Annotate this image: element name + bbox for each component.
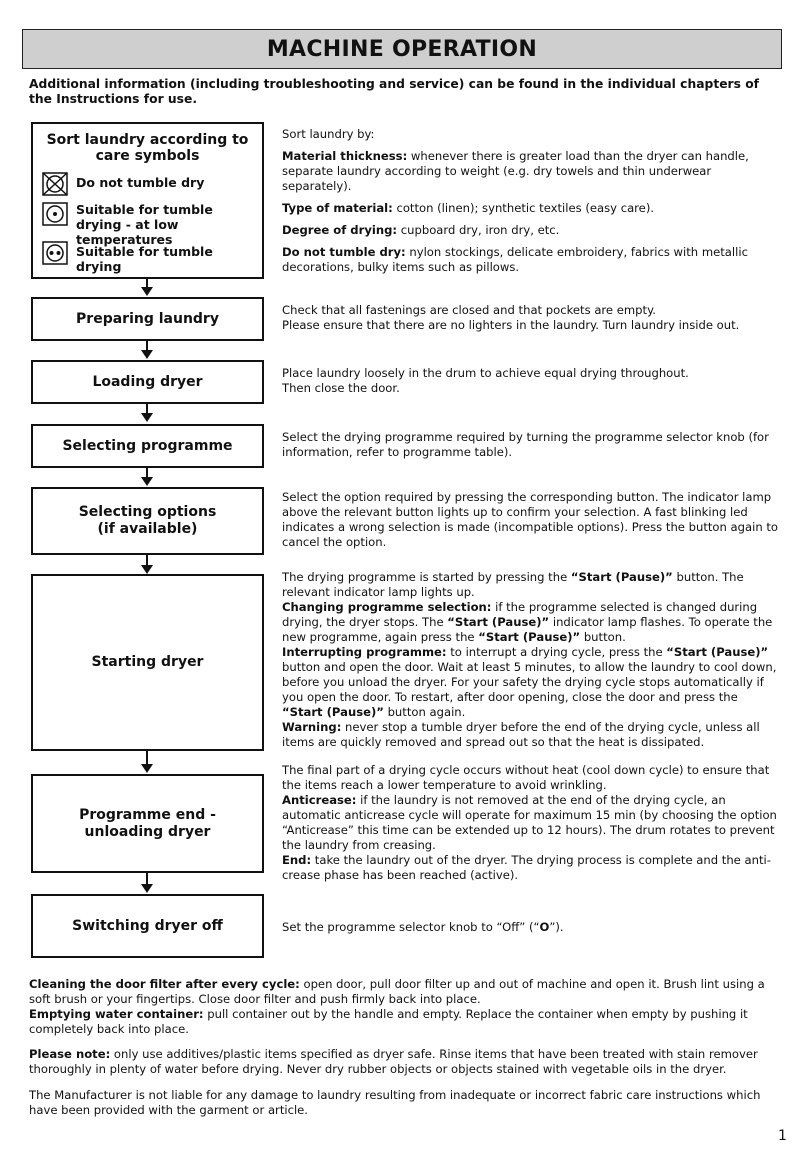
step-label-line2: (if available) (97, 521, 198, 537)
start-pause-ref: “Start (Pause)” (478, 630, 581, 644)
programme-end-p1: The final part of a drying cycle occurs without heat (cool down cycle) to ensure that the items reach a lower temperature to avoid wrinkling. (282, 763, 770, 792)
sort-laundry-box (31, 122, 264, 279)
switching-off-text (282, 920, 780, 935)
water-note (29, 1007, 781, 1037)
starting-p1 (282, 570, 780, 600)
step-label: Selecting programme (62, 437, 233, 454)
start-pause-ref: “Start (Pause)” (570, 570, 673, 584)
flow-arrow-head (141, 884, 153, 893)
start-pause-ref: “Start (Pause)” (666, 645, 769, 659)
programme-end-p2 (282, 793, 780, 853)
page-title-bar (22, 29, 782, 69)
start-pause-ref: “Start (Pause)” (282, 705, 384, 719)
step-selecting-options (31, 487, 264, 555)
text: Set the programme selector knob to “Off” (“ (282, 920, 540, 934)
sort-item (282, 245, 780, 275)
sort-item-text: cupboard dry, iron dry, etc. (397, 223, 560, 237)
sort-item-term: Degree of drying: (282, 223, 398, 237)
flow-arrow-head (141, 350, 153, 359)
flow-arrow-line (146, 279, 148, 287)
loading-line1: Place laundry loosely in the drum to achieve equal drying throughout. (282, 366, 689, 380)
programme-end-description (282, 763, 780, 883)
flow-arrow-line (146, 751, 148, 765)
symbol-row-normal (42, 241, 262, 274)
term: Cleaning the door filter after every cycle: (29, 977, 300, 991)
text: pull container out by the handle and empty. Replace the container when empty by pushing it completely back into place. (29, 1007, 748, 1036)
text: open door, pull door filter up and out of machine and open it. Brush lint using a soft brush or your fingertips. Close door filter and push firmly back into place. (29, 977, 765, 1006)
sort-item-text: cotton (linen); synthetic textiles (easy care). (392, 201, 655, 215)
sort-item-term: Material thickness: (282, 149, 408, 163)
sort-item (282, 149, 780, 194)
disclaimer (29, 1088, 781, 1118)
term: Changing programme selection: (282, 600, 492, 614)
term: End: (282, 853, 312, 867)
text: The drying programme is started by pressing the (282, 570, 571, 584)
starting-p3 (282, 645, 780, 720)
step-label: Starting dryer (91, 654, 204, 670)
starting-p4 (282, 720, 780, 750)
sort-lead: Sort laundry by: (282, 127, 375, 141)
text: to interrupt a drying cycle, press the (446, 645, 667, 659)
text: button again. (383, 705, 466, 719)
intro-text: Additional information (including troubleshooting and service) can be found in the individual chapters of the Instructions for use. (29, 77, 760, 106)
switching-off-description (282, 920, 780, 935)
step-label: Switching dryer off (72, 917, 223, 934)
preparing-description (282, 303, 780, 333)
page-number: 1 (778, 1128, 787, 1144)
step-programme-end (31, 774, 264, 873)
preparing-line2: Please ensure that there are no lighters in the laundry. Turn laundry inside out. (282, 318, 740, 332)
selecting-programme-text: Select the drying programme required by turning the programme selector knob (for information, refer to programme table). (282, 430, 769, 459)
text: only use additives/plastic items specified as dryer safe. Rinse items that have been treated with stain remover thoroughly in plenty of water before drying. Never dry rubber objects or objects stained with vegetable oils in the dryer. (29, 1047, 758, 1076)
flow-arrow-head (141, 764, 153, 773)
starting-p2 (282, 600, 780, 645)
page-title: MACHINE OPERATION (266, 36, 538, 62)
tumble-dry-normal-icon (42, 241, 68, 265)
symbol-label: Do not tumble dry (76, 175, 205, 190)
text: ”). (549, 920, 564, 934)
please-note (29, 1047, 781, 1077)
disclaimer-text: The Manufacturer is not liable for any damage to laundry resulting from inadequate or incorrect fabric care instructions which have been provided with the garment or article. (29, 1088, 761, 1117)
symbol-label: Suitable for tumble drying - at low temperatures (76, 202, 213, 247)
step-label-line1: Selecting options (78, 504, 217, 520)
tumble-dry-low-icon (42, 202, 68, 226)
term: Interrupting programme: (282, 645, 447, 659)
text: button. (580, 630, 626, 644)
symbol-row-do-not-tumble (42, 172, 204, 196)
flow-arrow-head (141, 413, 153, 422)
text: if the laundry is not removed at the end of the drying cycle, an automatic anticrease cycle will operate for maximum 15 min (by choosing the option “Anticrease” this time can be extended up to 12 hours). The drum rotates to prevent the laundry from creasing. (282, 793, 777, 852)
symbol-label: Suitable for tumble drying (76, 244, 213, 274)
step-starting-dryer (31, 574, 264, 751)
step-label: Loading dryer (92, 373, 203, 390)
text: take the laundry out of the dryer. The drying process is complete and the anti-crease phase has been reached (active). (282, 853, 771, 882)
do-not-tumble-dry-icon (42, 172, 68, 196)
text: button and open the door. Wait at least 5 minutes, to allow the laundry to cool down, before you unload the dryer. For your safety the drying cycle stops automatically if you open the door. To restart, after door opening, close the door and press the (282, 660, 777, 704)
term: Anticrease: (282, 793, 357, 807)
start-pause-ref: “Start (Pause)” (447, 615, 550, 629)
selecting-options-text: Select the option required by pressing the corresponding button. The indicator lamp above the relevant button lights up to confirm your selection. A fast blinking led indicates a wrong selection is made (incompatible options). Press the button again to cancel the option. (282, 490, 778, 549)
text: if the programme selected is changed during drying, the dryer stops. The (282, 600, 758, 629)
maintenance-notes (29, 977, 781, 1037)
step-switching-off (31, 894, 264, 958)
step-label-line2: unloading dryer (84, 823, 211, 840)
filter-note (29, 977, 781, 1007)
programme-end-p3 (282, 853, 780, 883)
selecting-programme-description (282, 430, 780, 460)
term: Emptying water container: (29, 1007, 204, 1021)
sort-box-title: Sort laundry according to care symbols (46, 132, 249, 164)
sort-item-term: Type of material: (282, 201, 393, 215)
sort-description (282, 127, 780, 275)
starting-description (282, 570, 780, 750)
step-selecting-programme (31, 424, 264, 468)
flow-arrow-head (141, 477, 153, 486)
text: indicator lamp flashes. To operate the new programme, again press the (282, 615, 773, 644)
term: Warning: (282, 720, 342, 734)
term: Please note: (29, 1047, 111, 1061)
sort-item (282, 223, 780, 238)
step-loading-dryer (31, 360, 264, 404)
step-preparing-laundry (31, 297, 264, 341)
loading-description (282, 366, 780, 396)
text: button. The relevant indicator lamp lights up. (282, 570, 744, 599)
sort-item-term: Do not tumble dry: (282, 245, 406, 259)
selecting-options-description (282, 490, 780, 550)
loading-line2: Then close the door. (282, 381, 400, 395)
flow-arrow-head (141, 565, 153, 574)
text: never stop a tumble dryer before the end of the drying cycle, unless all items are quickly removed and spread out so that the heat is dissipated. (282, 720, 760, 749)
sort-item (282, 201, 780, 216)
sort-item-text: whenever there is greater load than the dryer can handle, separate laundry according to weight (e.g. dry towels and thin underwear separately). (282, 149, 749, 193)
sort-item-text: nylon stockings, delicate embroidery, fabrics with metallic decorations, bulky items such as pillows. (282, 245, 748, 274)
off-symbol: O (539, 920, 550, 934)
preparing-line1: Check that all fastenings are closed and that pockets are empty. (282, 303, 656, 317)
step-label: Preparing laundry (76, 310, 219, 327)
flow-arrow-head (141, 287, 153, 296)
step-label-line1: Programme end - (79, 806, 216, 823)
please-note-text (29, 1047, 781, 1077)
